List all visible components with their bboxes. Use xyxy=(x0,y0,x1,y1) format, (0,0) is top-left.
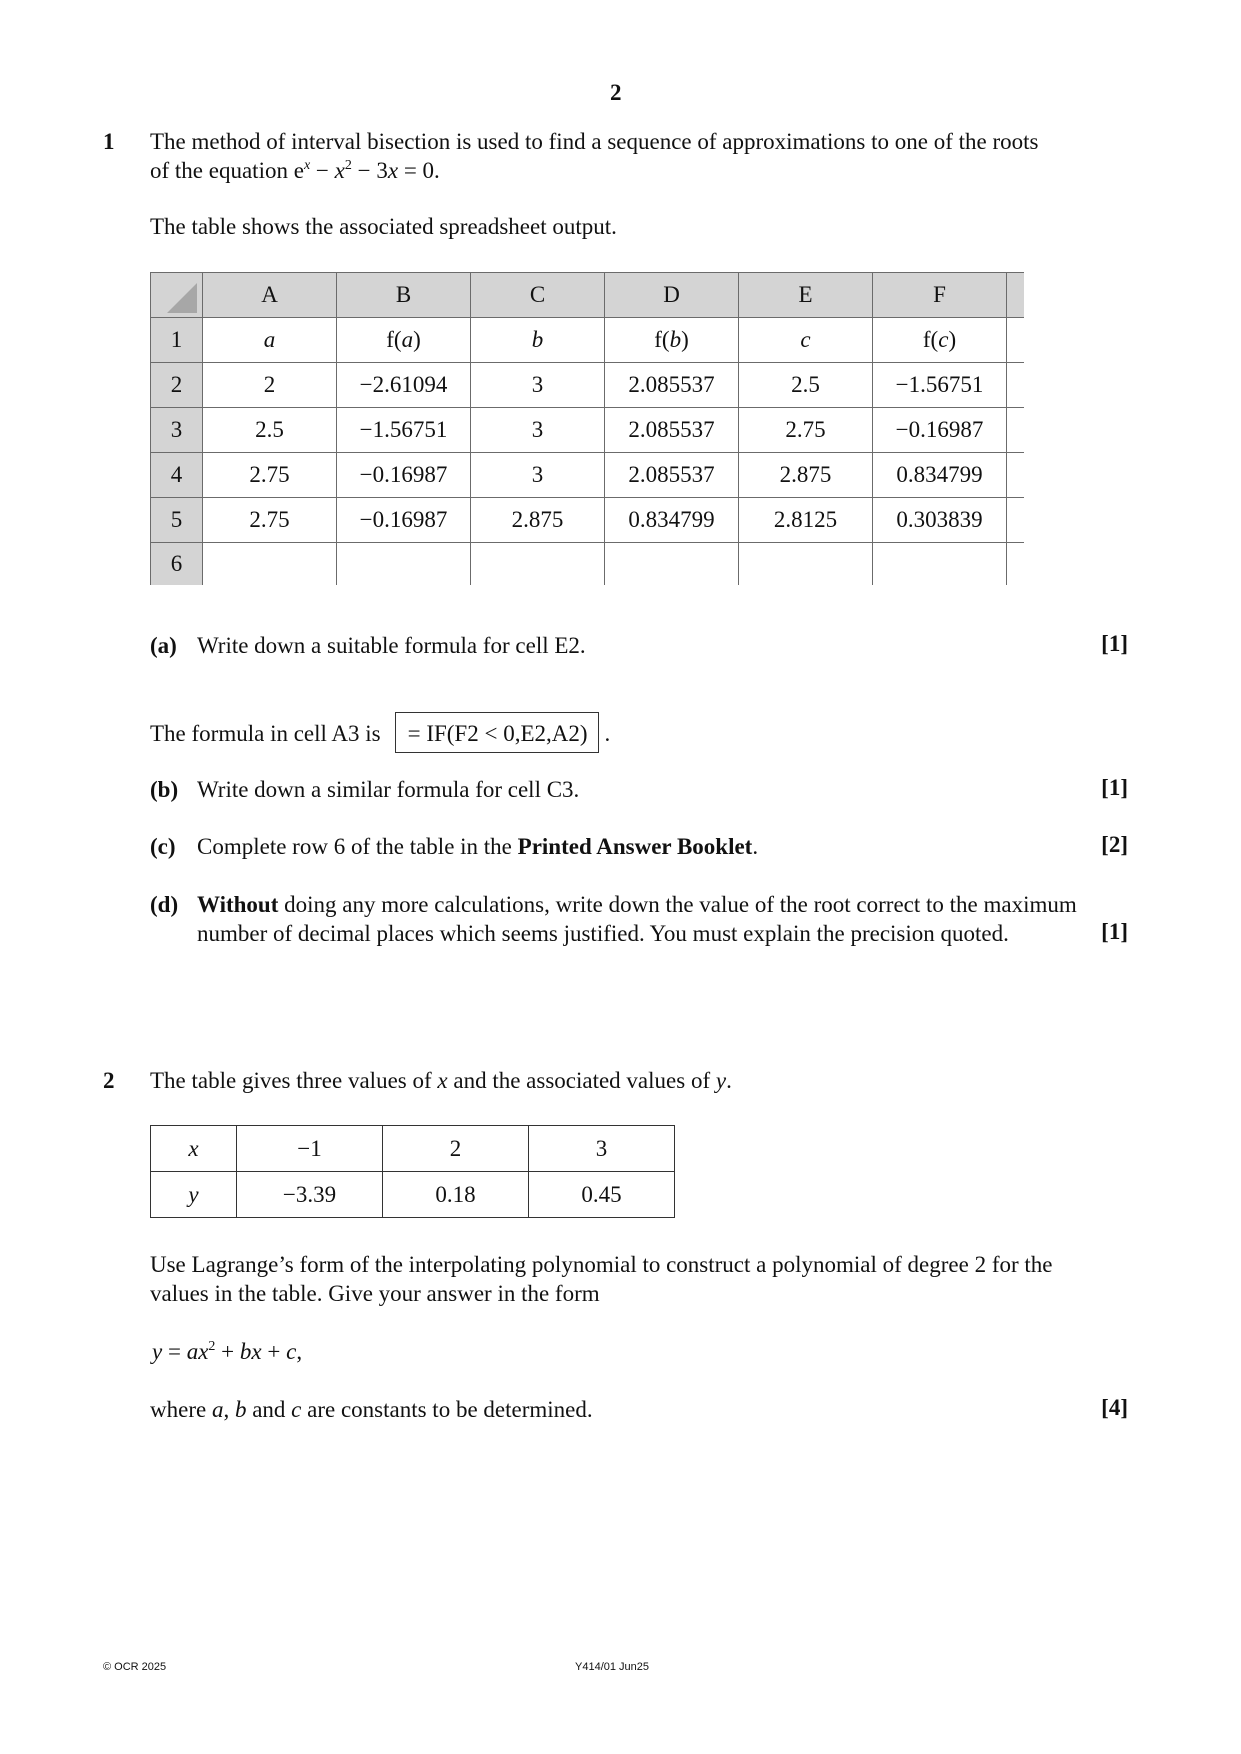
spreadsheet-table xyxy=(150,272,1024,585)
cell: f(b) xyxy=(605,318,739,363)
row-number: 4 xyxy=(151,453,203,498)
cell: 2.875 xyxy=(471,498,605,543)
cell xyxy=(337,543,471,586)
column-header-row xyxy=(151,273,1025,318)
cell: 3 xyxy=(471,363,605,408)
cell: a xyxy=(203,318,337,363)
y-label: y xyxy=(151,1172,237,1218)
row-number: 3 xyxy=(151,408,203,453)
column-letter: D xyxy=(605,273,739,318)
question-2-number: 2 xyxy=(103,1068,115,1093)
question-1-intro-line1: The method of interval bisection is used to find a sequence of approximations to one of the roots xyxy=(150,129,1039,154)
cell: 2.085537 xyxy=(605,363,739,408)
cell: 2.085537 xyxy=(605,408,739,453)
cell: 2.75 xyxy=(739,408,873,453)
cell: 0.834799 xyxy=(873,453,1007,498)
cell: −0.16987 xyxy=(337,453,471,498)
column-stub xyxy=(1007,273,1025,318)
part-d-text-line2: number of decimal places which seems justified. You must explain the precision quoted. xyxy=(197,921,1009,946)
part-c-mark: [2] xyxy=(1101,832,1128,857)
cell: 2 xyxy=(383,1126,529,1172)
cell: 0.18 xyxy=(383,1172,529,1218)
part-c-label: (c) xyxy=(150,834,176,859)
cell xyxy=(203,543,337,586)
table-row xyxy=(151,363,1025,408)
cell: −1.56751 xyxy=(337,408,471,453)
part-c-text: Complete row 6 of the table in the Printed Answer Booklet. xyxy=(197,834,759,859)
part-d-label: (d) xyxy=(150,892,179,917)
row-number: 1 xyxy=(151,318,203,363)
cell: −0.16987 xyxy=(337,498,471,543)
part-a-mark: [1] xyxy=(1101,631,1128,656)
question-1-number: 1 xyxy=(103,129,115,154)
part-b-mark: [1] xyxy=(1101,775,1128,800)
cell: 0.45 xyxy=(529,1172,675,1218)
cell: c xyxy=(739,318,873,363)
cell xyxy=(471,543,605,586)
part-a-text: Write down a suitable formula for cell E2. xyxy=(197,633,586,658)
part-d-mark: [1] xyxy=(1101,919,1128,944)
cell: 3 xyxy=(471,408,605,453)
column-letter: B xyxy=(337,273,471,318)
page-number: 2 xyxy=(610,80,622,105)
table-row xyxy=(151,408,1025,453)
question-2-mark: [4] xyxy=(1101,1395,1128,1420)
cell: 2.5 xyxy=(739,363,873,408)
column-letter: F xyxy=(873,273,1007,318)
row-number: 2 xyxy=(151,363,203,408)
cell: −3.39 xyxy=(237,1172,383,1218)
cell: 2.8125 xyxy=(739,498,873,543)
table-row xyxy=(151,1172,675,1218)
cell: 0.834799 xyxy=(605,498,739,543)
question-2-where: where a, b and c are constants to be determined. xyxy=(150,1397,593,1422)
question-1-intro-line2 xyxy=(150,156,440,185)
part-d-text-line1: Without doing any more calculations, write down the value of the root correct to the maximum xyxy=(197,892,1077,917)
cell: −1 xyxy=(237,1126,383,1172)
cell xyxy=(739,543,873,586)
question-2-intro: The table gives three values of x and the associated values of y. xyxy=(150,1068,732,1093)
footer-code: Y414/01 Jun25 xyxy=(575,1661,650,1673)
cell: 2.875 xyxy=(739,453,873,498)
table-row xyxy=(151,453,1025,498)
table-row xyxy=(151,543,1025,586)
xy-table xyxy=(150,1125,675,1218)
question-2-body-line2: values in the table. Give your answer in the form xyxy=(150,1281,600,1306)
column-letter: A xyxy=(203,273,337,318)
cell: 2.085537 xyxy=(605,453,739,498)
intro-line2-prefix: of the equation xyxy=(150,158,288,183)
part-b-text: Write down a similar formula for cell C3. xyxy=(197,777,580,802)
row-number: 5 xyxy=(151,498,203,543)
cell: 3 xyxy=(529,1126,675,1172)
footer-copyright: © OCR 2025 xyxy=(103,1661,167,1673)
cell: −0.16987 xyxy=(873,408,1007,453)
cell: b xyxy=(471,318,605,363)
cell: 2.75 xyxy=(203,453,337,498)
formula-intro: The formula in cell A3 is xyxy=(150,721,381,746)
table-intro: The table shows the associated spreadsheet output. xyxy=(150,214,617,239)
row-number: 6 xyxy=(151,543,203,586)
cell: 0.303839 xyxy=(873,498,1007,543)
cell: 2.5 xyxy=(203,408,337,453)
formula-box: = IF(F2 < 0,E2,A2) xyxy=(395,712,599,753)
cell: 2 xyxy=(203,363,337,408)
table-row xyxy=(151,318,1025,363)
cell: f(c) xyxy=(873,318,1007,363)
x-label: x xyxy=(151,1126,237,1172)
polynomial-form: $y = ax^2$ + bx + c, xyxy=(152,1339,303,1364)
table-row xyxy=(151,498,1025,543)
column-letter: E xyxy=(739,273,873,318)
column-letter: C xyxy=(471,273,605,318)
cell: −2.61094 xyxy=(337,363,471,408)
cell xyxy=(605,543,739,586)
cell xyxy=(873,543,1007,586)
question-2-body-line1: Use Lagrange’s form of the interpolating polynomial to construct a polynomial of degree 2 for the xyxy=(150,1252,1053,1277)
cell: f(a) xyxy=(337,318,471,363)
part-b-label: (b) xyxy=(150,777,179,802)
cell: 3 xyxy=(471,453,605,498)
cell: −1.56751 xyxy=(873,363,1007,408)
formula-line xyxy=(150,712,610,753)
equation: $e^x - x^2 - 3x = 0$. xyxy=(293,158,440,183)
table-row xyxy=(151,1126,675,1172)
cell: 2.75 xyxy=(203,498,337,543)
formula-end: . xyxy=(604,721,611,746)
sheet-corner xyxy=(151,273,203,318)
part-a-label: (a) xyxy=(150,633,177,658)
